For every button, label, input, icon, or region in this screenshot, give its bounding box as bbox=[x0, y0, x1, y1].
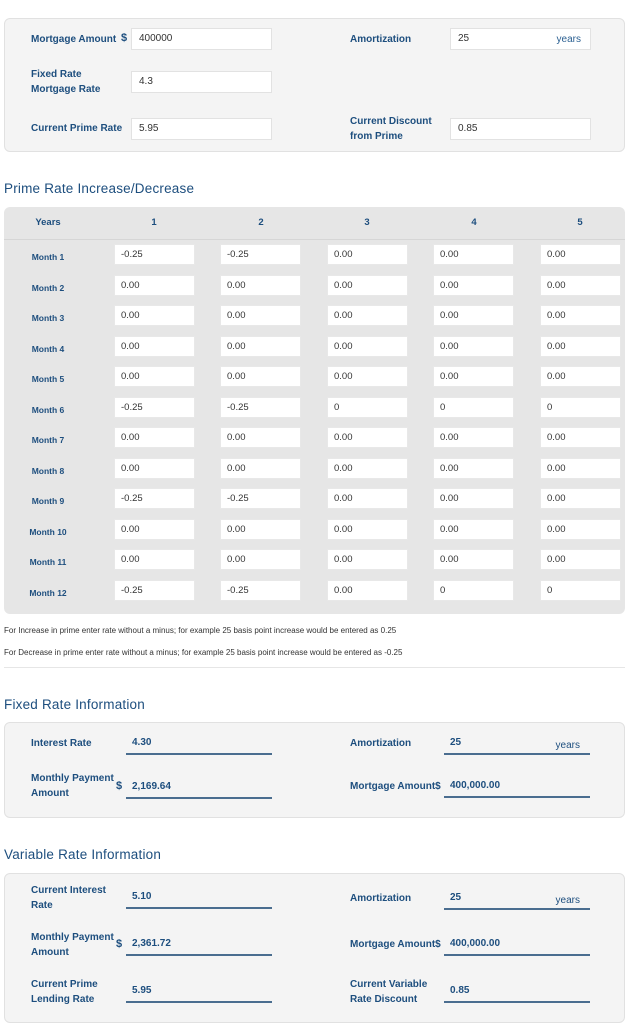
month-label: Month 1 bbox=[31, 252, 65, 262]
variable-mortgage-amount-value: 400,000.00 bbox=[450, 938, 501, 949]
fixed-info-panel bbox=[4, 722, 625, 818]
fixed-interest-rate-output bbox=[126, 735, 272, 755]
variable-monthly-payment-value: 2,361.72 bbox=[132, 938, 171, 949]
rate-change-input[interactable]: 0.00 bbox=[327, 305, 408, 326]
rate-change-input[interactable]: 0.00 bbox=[114, 519, 195, 540]
rate-change-input[interactable]: -0.25 bbox=[114, 488, 195, 509]
grid-row bbox=[4, 427, 625, 457]
month-label: Month 10 bbox=[29, 526, 67, 537]
rate-change-input[interactable]: 0 bbox=[327, 397, 408, 418]
grid-row bbox=[4, 336, 625, 366]
rate-change-input[interactable]: 0.00 bbox=[327, 488, 408, 509]
years-header: Years bbox=[35, 217, 61, 228]
grid-row bbox=[4, 458, 625, 488]
rate-change-input[interactable]: 0.00 bbox=[433, 488, 514, 509]
rate-change-input[interactable]: 0.00 bbox=[433, 244, 514, 265]
month-label: Month 5 bbox=[31, 374, 65, 384]
grid-header bbox=[4, 207, 625, 240]
mortgage-amount-input[interactable] bbox=[131, 28, 272, 50]
variable-info-panel bbox=[4, 873, 625, 1023]
prime-change-title: Prime Rate Increase/Decrease bbox=[4, 181, 195, 196]
fixed-rate-label bbox=[31, 67, 100, 97]
variable-amortization-label: Amortization bbox=[350, 893, 412, 904]
fixed-rate-label-line2: Mortgage Rate bbox=[31, 84, 101, 95]
variable-prime-label bbox=[31, 977, 98, 1007]
rate-change-input[interactable]: -0.25 bbox=[220, 244, 301, 265]
rate-change-input[interactable]: 0.00 bbox=[433, 305, 514, 326]
grid-row bbox=[4, 366, 625, 396]
fixed-info-title: Fixed Rate Information bbox=[4, 697, 145, 712]
variable-interest-rate-value: 5.10 bbox=[132, 891, 152, 902]
variable-interest-rate-label bbox=[31, 883, 106, 913]
rate-change-input[interactable]: 0.00 bbox=[220, 336, 301, 357]
year-header: 3 bbox=[364, 217, 370, 228]
grid-row bbox=[4, 580, 625, 610]
grid-row bbox=[4, 488, 625, 518]
fixed-rate-value: 4.3 bbox=[139, 76, 153, 87]
fixed-rate-label-line1: Fixed Rate bbox=[31, 69, 82, 80]
month-label: Month 7 bbox=[31, 435, 65, 445]
amortization-label: Amortization bbox=[350, 34, 412, 45]
variable-interest-rate-output bbox=[126, 889, 272, 909]
fixed-monthly-payment-label bbox=[31, 771, 114, 801]
amortization-input[interactable] bbox=[450, 28, 591, 50]
rate-change-input[interactable]: 0.00 bbox=[433, 366, 514, 387]
rate-change-input[interactable]: 0.00 bbox=[327, 336, 408, 357]
discount-label bbox=[350, 114, 432, 144]
mortgage-amount-label: Mortgage Amount bbox=[31, 34, 117, 45]
fixed-amortization-output bbox=[444, 735, 590, 755]
discount-value: 0.85 bbox=[458, 123, 478, 134]
grid-row bbox=[4, 519, 625, 549]
prime-rate-value: 5.95 bbox=[139, 123, 159, 134]
month-label: Month 9 bbox=[31, 496, 65, 506]
years-unit: years bbox=[556, 34, 581, 45]
year-header: 1 bbox=[151, 217, 157, 228]
rate-change-input[interactable]: 0.00 bbox=[327, 427, 408, 448]
rate-change-input[interactable]: 0 bbox=[433, 580, 514, 601]
mortgage-amount-value: 400000 bbox=[139, 33, 173, 44]
fixed-mortgage-amount-output bbox=[444, 778, 590, 798]
rate-change-input[interactable]: -0.25 bbox=[114, 397, 195, 418]
increase-note: For Increase in prime enter rate without a minus; for example 25 basis point increase would be entered as 0.25 bbox=[4, 626, 397, 635]
variable-prime-output bbox=[126, 983, 272, 1003]
prime-change-grid bbox=[4, 207, 625, 614]
section-divider bbox=[4, 667, 625, 668]
discount-label-line1: Current Discount bbox=[350, 116, 432, 127]
fixed-mortgage-amount-label: Mortgage Amount$ bbox=[350, 781, 441, 792]
rate-change-input[interactable]: 0.00 bbox=[540, 305, 621, 326]
variable-prime-value: 5.95 bbox=[132, 985, 152, 996]
prime-rate-label: Current Prime Rate bbox=[31, 123, 123, 134]
rate-change-input[interactable]: 0.00 bbox=[114, 427, 195, 448]
month-label: Month 4 bbox=[31, 343, 65, 354]
rate-change-input[interactable]: 0.00 bbox=[433, 427, 514, 448]
variable-info-title: Variable Rate Information bbox=[4, 847, 162, 862]
rate-change-input[interactable]: 0.00 bbox=[540, 488, 621, 509]
rate-change-input[interactable]: 0.00 bbox=[327, 275, 408, 296]
rate-change-input[interactable]: 0 bbox=[540, 580, 621, 601]
year-header: 2 bbox=[258, 217, 264, 228]
rate-change-input[interactable]: 0.00 bbox=[327, 244, 408, 265]
variable-monthly-payment-output bbox=[126, 936, 272, 956]
rate-change-input[interactable]: 0.00 bbox=[327, 458, 408, 479]
fixed-monthly-payment-output bbox=[126, 779, 272, 799]
rate-change-input[interactable]: 0 bbox=[540, 397, 621, 418]
rate-change-input[interactable]: 0.00 bbox=[433, 549, 514, 570]
grid-row bbox=[4, 244, 625, 274]
years-unit: years bbox=[555, 895, 580, 906]
currency-symbol: $ bbox=[116, 780, 123, 792]
prime-rate-input[interactable] bbox=[131, 118, 272, 140]
rate-change-input[interactable]: 0.00 bbox=[540, 336, 621, 357]
grid-row bbox=[4, 305, 625, 335]
variable-monthly-payment-label bbox=[31, 930, 114, 960]
variable-amortization-value: 25 bbox=[450, 892, 462, 903]
currency-symbol: $ bbox=[121, 32, 128, 44]
rate-change-input[interactable]: 0.00 bbox=[114, 336, 195, 357]
rate-change-input[interactable]: 0.00 bbox=[220, 427, 301, 448]
month-label: Month 3 bbox=[31, 313, 65, 323]
month-label: Month 8 bbox=[31, 465, 65, 476]
fixed-monthly-payment-label-line1: Monthly Payment bbox=[31, 773, 114, 784]
variable-mortgage-amount-label: Mortgage Amount$ bbox=[350, 939, 441, 950]
month-label: Month 11 bbox=[29, 557, 67, 567]
rate-change-input[interactable]: 0.00 bbox=[540, 519, 621, 540]
rate-change-input[interactable]: 0.00 bbox=[433, 275, 514, 296]
rate-change-input[interactable]: 0.00 bbox=[433, 519, 514, 540]
currency-symbol: $ bbox=[116, 938, 123, 950]
variable-monthly-payment-label-line1: Monthly Payment bbox=[31, 932, 114, 943]
variable-discount-value: 0.85 bbox=[450, 985, 470, 996]
variable-discount-label-line2: Rate Discount bbox=[350, 994, 418, 1005]
variable-interest-rate-label-line1: Current Interest bbox=[31, 885, 107, 896]
discount-input[interactable] bbox=[450, 118, 591, 140]
rate-change-input[interactable]: -0.25 bbox=[220, 397, 301, 418]
variable-prime-label-line1: Current Prime bbox=[31, 979, 98, 990]
rate-change-input[interactable]: 0.00 bbox=[114, 275, 195, 296]
rate-change-input[interactable]: 0.00 bbox=[220, 458, 301, 479]
grid-row bbox=[4, 397, 625, 427]
rate-change-input[interactable]: 0.00 bbox=[540, 366, 621, 387]
variable-monthly-payment-label-line2: Amount bbox=[31, 947, 69, 958]
fixed-mortgage-amount-value: 400,000.00 bbox=[450, 780, 501, 791]
discount-label-line2: from Prime bbox=[350, 131, 403, 142]
rate-change-input[interactable]: 0.00 bbox=[220, 366, 301, 387]
rate-change-input[interactable]: 0.00 bbox=[433, 336, 514, 357]
grid-row bbox=[4, 549, 625, 579]
mortgage-inputs-panel bbox=[4, 18, 625, 152]
fixed-rate-input[interactable] bbox=[131, 71, 272, 93]
rate-change-input[interactable]: -0.25 bbox=[114, 244, 195, 265]
rate-change-input[interactable]: 0.00 bbox=[220, 519, 301, 540]
year-header: 4 bbox=[471, 217, 477, 228]
variable-prime-label-line2: Lending Rate bbox=[31, 994, 95, 1005]
rate-change-input[interactable]: 0.00 bbox=[327, 519, 408, 540]
rate-change-input[interactable]: 0.00 bbox=[540, 549, 621, 570]
rate-change-input[interactable]: 0.00 bbox=[220, 549, 301, 570]
rate-change-input[interactable]: 0.00 bbox=[220, 275, 301, 296]
rate-change-input[interactable]: 0.00 bbox=[540, 244, 621, 265]
month-label: Month 2 bbox=[31, 282, 65, 293]
rate-change-input[interactable]: 0.00 bbox=[114, 549, 195, 570]
fixed-monthly-payment-label-line2: Amount bbox=[31, 788, 69, 799]
year-header: 5 bbox=[577, 217, 583, 228]
rate-change-input[interactable]: 0.00 bbox=[114, 305, 195, 326]
years-unit: years bbox=[555, 740, 580, 751]
rate-change-input[interactable]: 0.00 bbox=[327, 366, 408, 387]
variable-interest-rate-label-line2: Rate bbox=[31, 900, 53, 911]
fixed-amortization-value: 25 bbox=[450, 737, 462, 748]
rate-change-input[interactable]: 0.00 bbox=[327, 580, 408, 601]
rate-change-input[interactable]: 0.00 bbox=[220, 305, 301, 326]
rate-change-input[interactable]: 0 bbox=[433, 397, 514, 418]
fixed-monthly-payment-value: 2,169.64 bbox=[132, 781, 171, 792]
fixed-interest-rate-label: Interest Rate bbox=[31, 738, 92, 749]
rate-change-input[interactable]: 0.00 bbox=[540, 458, 621, 479]
fixed-amortization-label: Amortization bbox=[350, 738, 412, 749]
variable-mortgage-amount-output bbox=[444, 936, 590, 956]
decrease-note: For Decrease in prime enter rate without a minus; for example 25 basis point increase would be entered as -0.25 bbox=[4, 648, 403, 657]
variable-discount-label-line1: Current Variable bbox=[350, 979, 428, 990]
amortization-value: 25 bbox=[458, 33, 470, 44]
rate-change-input[interactable]: 0.00 bbox=[540, 427, 621, 448]
rate-change-input[interactable]: 0.00 bbox=[114, 366, 195, 387]
rate-change-input[interactable]: -0.25 bbox=[220, 488, 301, 509]
rate-change-input[interactable]: 0.00 bbox=[114, 458, 195, 479]
rate-change-input[interactable]: 0.00 bbox=[540, 275, 621, 296]
variable-discount-label bbox=[350, 977, 427, 1007]
variable-discount-output bbox=[444, 983, 590, 1003]
variable-amortization-output bbox=[444, 890, 590, 910]
fixed-interest-rate-value: 4.30 bbox=[132, 737, 152, 748]
rate-change-input[interactable]: 0.00 bbox=[327, 549, 408, 570]
rate-change-input[interactable]: -0.25 bbox=[220, 580, 301, 601]
month-label: Month 6 bbox=[31, 404, 65, 415]
month-label: Month 12 bbox=[29, 587, 67, 598]
rate-change-input[interactable]: -0.25 bbox=[114, 580, 195, 601]
rate-change-input[interactable]: 0.00 bbox=[433, 458, 514, 479]
grid-row bbox=[4, 275, 625, 305]
